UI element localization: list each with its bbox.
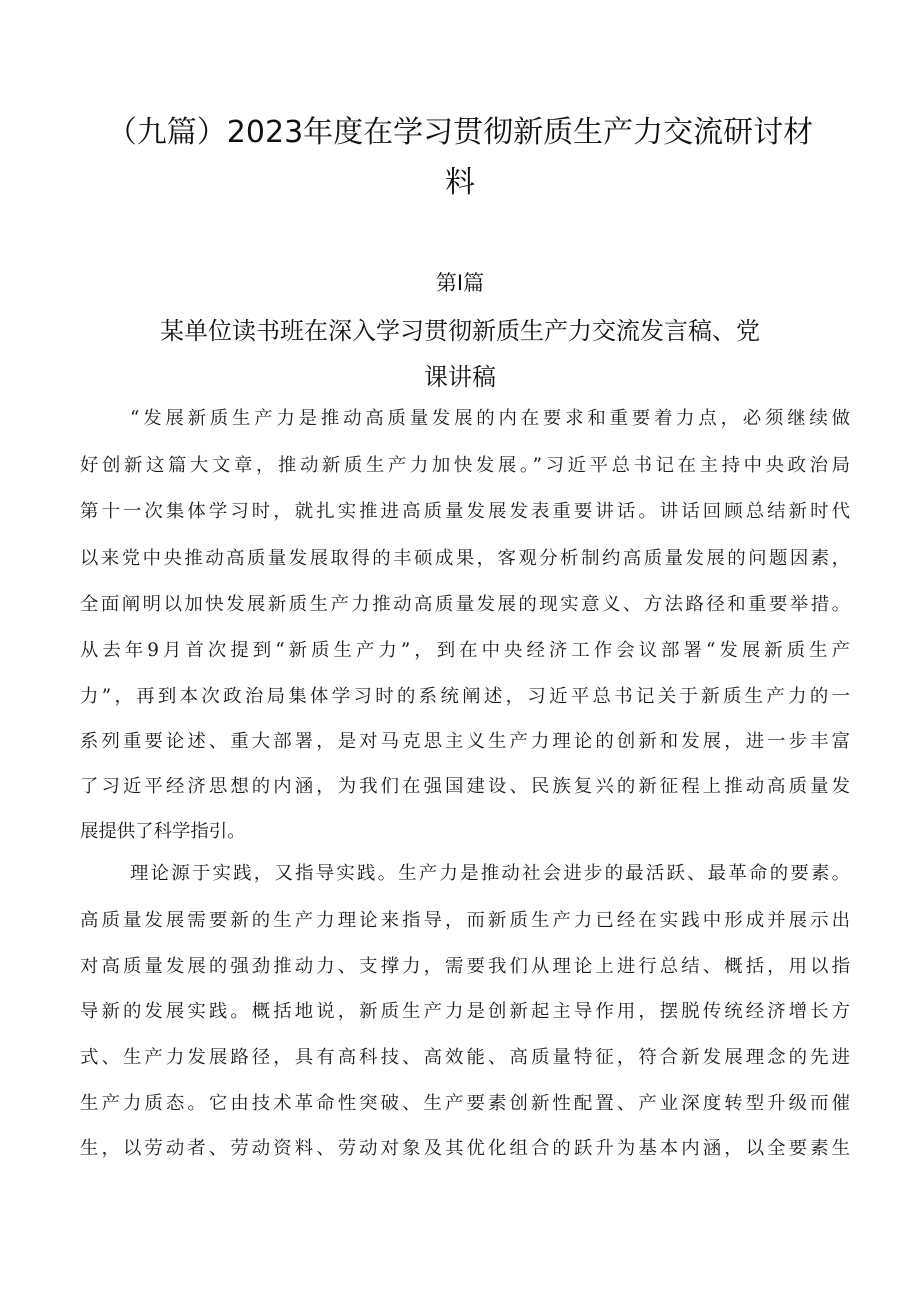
paragraph-1-line: 展提供了科学指引。 <box>80 821 246 842</box>
paragraph-2-line: 导新的发展实践。概括地说，新质生产力是创新起主导作用，摆脱传统经济增长方 <box>80 1001 850 1022</box>
paragraph-1-line: 第十一次集体学习时，就扎实推进高质量发展发表重要讲话。讲话回顾总结新时代 <box>80 501 850 522</box>
paragraph-1-line: 系列重要论述、重大部署，是对马克思主义生产力理论的创新和发展，进一步丰富 <box>80 731 850 752</box>
paragraph-2-line: 理论源于实践，又指导实践。生产力是推动社会进步的最活跃、最革命的要素。 <box>130 863 850 884</box>
paragraph-1-line: “发展新质生产力是推动高质量发展的内在要求和重要着力点，必须继续做 <box>130 408 850 429</box>
paragraph-1-line: 了习近平经济思想的内涵，为我们在强国建设、民族复兴的新征程上推动高质量发 <box>80 776 850 797</box>
paragraph-1-line: 全面阐明以加快发展新质生产力推动高质量发展的现实意义、方法路径和重要举措。 <box>80 594 850 615</box>
paragraph-1-line: 好创新这篇大文章，推动新质生产力加快发展。”习近平总书记在主持中央政治局 <box>80 455 850 476</box>
paragraph-2-line: 生，以劳动者、劳动资料、劳动对象及其优化组合的跃升为基本内涵，以全要素生 <box>80 1138 850 1159</box>
paragraph-2-line: 生产力质态。它由技术革命性突破、生产要素创新性配置、产业深度转型升级而催 <box>80 1093 850 1114</box>
document-title-line-2: 料 <box>445 165 475 200</box>
section-subtitle-line-2: 课讲稿 <box>424 363 496 391</box>
document-title-line-1: （九篇）2023年度在学习贯彻新质生产力交流研讨材 <box>106 115 814 150</box>
section-subtitle-line-1: 某单位读书班在深入学习贯彻新质生产力交流发言稿、党 <box>160 317 760 345</box>
paragraph-1-line: 力”，再到本次政治局集体学习时的系统阐述，习近平总书记关于新质生产力的一 <box>80 686 850 707</box>
paragraph-2-line: 高质量发展需要新的生产力理论来指导，而新质生产力已经在实践中形成并展示出 <box>80 910 850 931</box>
section-label: 第I篇 <box>435 271 485 295</box>
paragraph-2-line: 对高质量发展的强劲推动力、支撑力，需要我们从理论上进行总结、概括，用以指 <box>80 956 850 977</box>
paragraph-1-line: 从去年9月首次提到“新质生产力”，到在中央经济工作会议部署“发展新质生产 <box>80 640 850 661</box>
paragraph-1-line: 以来党中央推动高质量发展取得的丰硕成果，客观分析制约高质量发展的问题因素， <box>80 548 850 569</box>
paragraph-2-line: 式、生产力发展路径，具有高科技、高效能、高质量特征，符合新发展理念的先进 <box>80 1047 850 1068</box>
